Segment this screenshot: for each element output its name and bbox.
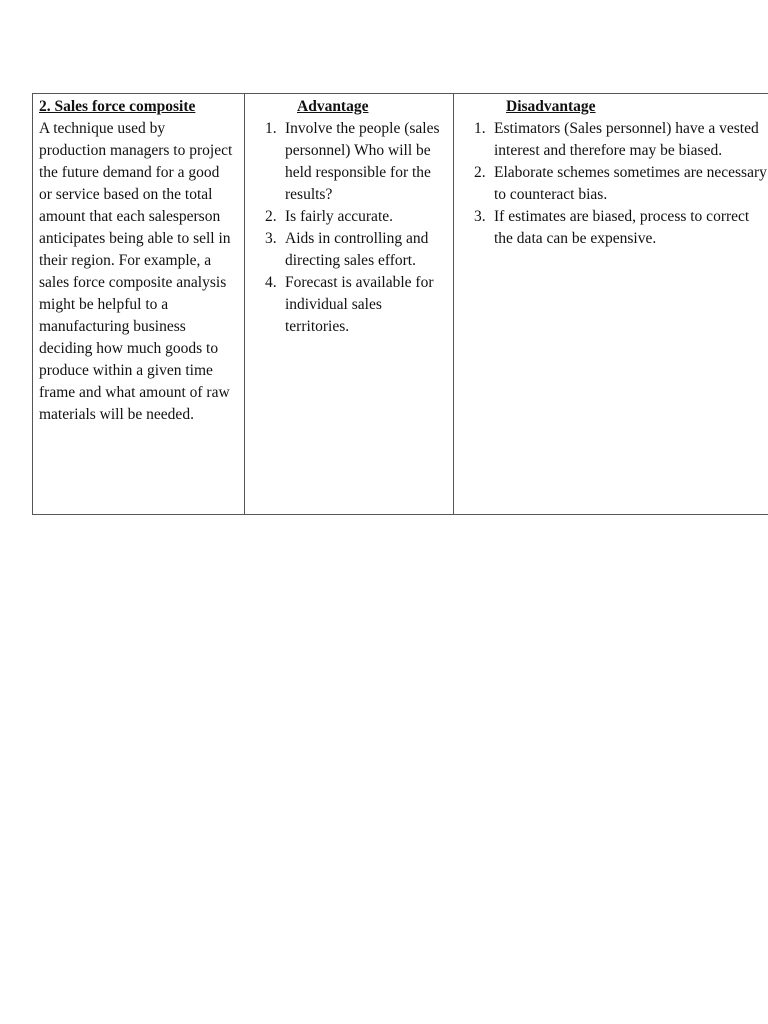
disadvantage-heading: Disadvantage [506, 98, 596, 115]
list-item [251, 118, 445, 206]
method-heading: 2. Sales force composite [39, 98, 196, 115]
list-item-number: 4. [265, 274, 277, 291]
list-item-text: Estimators (Sales personnel) have a vested interest and therefore may be biased. [494, 120, 759, 159]
list-item-number: 3. [474, 208, 486, 225]
list-item [251, 228, 445, 272]
list-item-text: Forecast is available for individual sales territories. [285, 274, 434, 335]
advantage-heading: Advantage [297, 98, 369, 115]
table-row [33, 94, 768, 515]
list-item-text: If estimates are biased, process to correct the data can be expensive. [494, 208, 750, 247]
list-item-text: Involve the people (sales personnel) Who will be held responsible for the results? [285, 120, 440, 203]
list-item [460, 162, 768, 206]
advantage-list [251, 118, 445, 338]
disadvantage-cell [454, 94, 768, 515]
forecast-method-table [32, 93, 768, 515]
method-cell [33, 94, 245, 515]
list-item-number: 2. [474, 164, 486, 181]
disadvantage-list [460, 118, 768, 250]
list-item-number: 2. [265, 208, 277, 225]
list-item-text: Is fairly accurate. [285, 208, 394, 225]
list-item-number: 1. [265, 120, 277, 137]
list-item [251, 206, 445, 228]
method-description: A technique used by production managers to project the future demand for a good or service based on the total amount that each salesperson anticipates being able to sell in their region. For example, a sales force composite analysis might be helpful to a manufacturing business deciding how much goods to produce within a given time frame and what amount of raw materials will be needed. [39, 120, 233, 423]
list-item-text: Elaborate schemes sometimes are necessary to counteract bias. [494, 164, 767, 203]
list-item-number: 1. [474, 120, 486, 137]
advantage-cell [245, 94, 454, 515]
list-item-number: 3. [265, 230, 277, 247]
list-item [460, 118, 768, 162]
list-item [251, 272, 445, 338]
list-item-text: Aids in controlling and directing sales effort. [285, 230, 429, 269]
list-item [460, 206, 768, 250]
